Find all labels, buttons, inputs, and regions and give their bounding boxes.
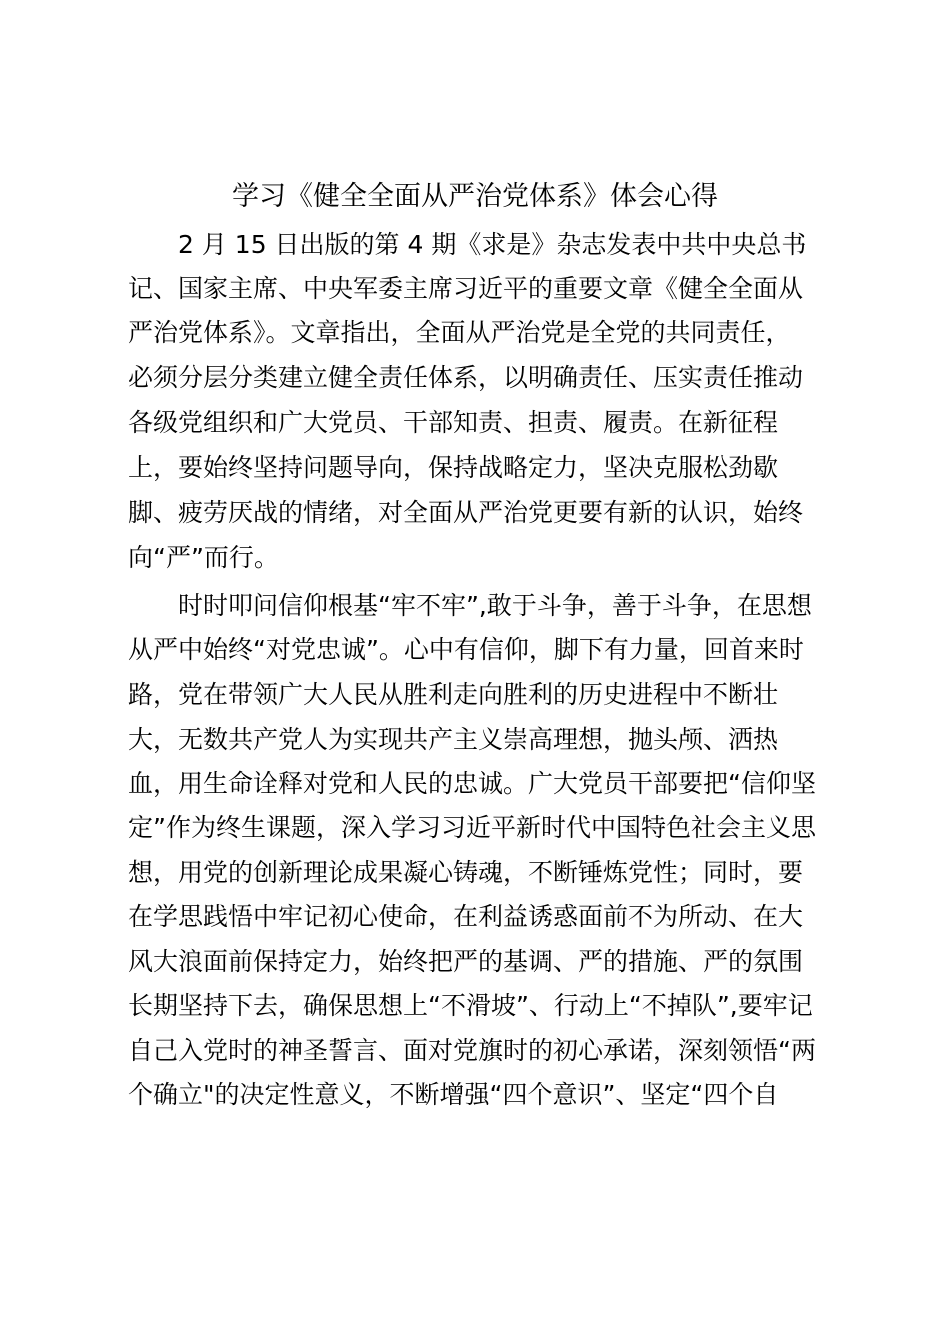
document-title: 学习《健全全面从严治党体系》体会心得 — [232, 181, 718, 212]
paragraph-2-line-1: 时时叩问信仰根基“牢不牢”,敢于斗争，善于斗争，在思想 — [178, 591, 812, 620]
paragraph-1-line-6: 上，要始终坚持问题导向，保持战略定力，坚决克服松劲歇 — [128, 453, 779, 482]
paragraph-2-line-5: 血，用生命诠释对党和人民的忠诚。广大党员干部要把“信仰坚 — [128, 769, 816, 798]
paragraph-1-line-3: 严治党体系》。文章指出，全面从严治党是全党的共同责任， — [128, 318, 791, 347]
paragraph-2-line-12: 个确立"的决定性意义，不断增强“四个意识”、坚定“四个自 — [128, 1080, 779, 1109]
paragraph-2-line-9: 风大浪面前保持定力，始终把严的基调、严的措施、严的氛围 — [128, 947, 804, 976]
paragraph-1-line-2: 记、国家主席、中央军委主席习近平的重要文章《健全全面从 — [128, 274, 804, 303]
paragraph-2-line-10: 长期坚持下去，确保思想上“不滑坡”、行动上“不掉队”,要牢记 — [128, 991, 813, 1020]
paragraph-2-line-7: 想，用党的创新理论成果凝心铸魂，不断锤炼党性；同时，要 — [128, 858, 804, 887]
paragraph-2-line-2: 从严中始终“对党忠诚”。心中有信仰，脚下有力量，回首来时 — [128, 635, 804, 664]
paragraph-2-line-4: 大，无数共产党人为实现共产主义崇高理想，抛头颅、洒热 — [128, 725, 779, 754]
paragraph-2-line-8: 在学思践悟中牢记初心使命，在利益诱惑面前不为所动、在大 — [128, 902, 804, 931]
paragraph-1-line-4: 必须分层分类建立健全责任体系，以明确责任、压实责任推动 — [128, 363, 804, 392]
paragraph-2-line-6: 定”作为终生课题，深入学习习近平新时代中国特色社会主义思 — [128, 813, 816, 842]
paragraph-2-line-3: 路，党在带领广大人民从胜利走向胜利的历史进程中不断壮 — [128, 680, 779, 709]
paragraph-2-line-11: 自己入党时的神圣誓言、面对党旗时的初心承诺，深刻领悟“两 — [128, 1036, 816, 1065]
paragraph-1-line-5: 各级党组织和广大党员、干部知责、担责、履责。在新征程 — [128, 408, 779, 437]
paragraph-1-line-7: 脚、疲劳厌战的情绪，对全面从严治党更要有新的认识，始终 — [128, 498, 804, 527]
paragraph-1-line-8: 向“严”而行。 — [128, 543, 279, 572]
paragraph-1-line-1: 2 月 15 日出版的第 4 期《求是》杂志发表中共中央总书 — [178, 230, 807, 259]
